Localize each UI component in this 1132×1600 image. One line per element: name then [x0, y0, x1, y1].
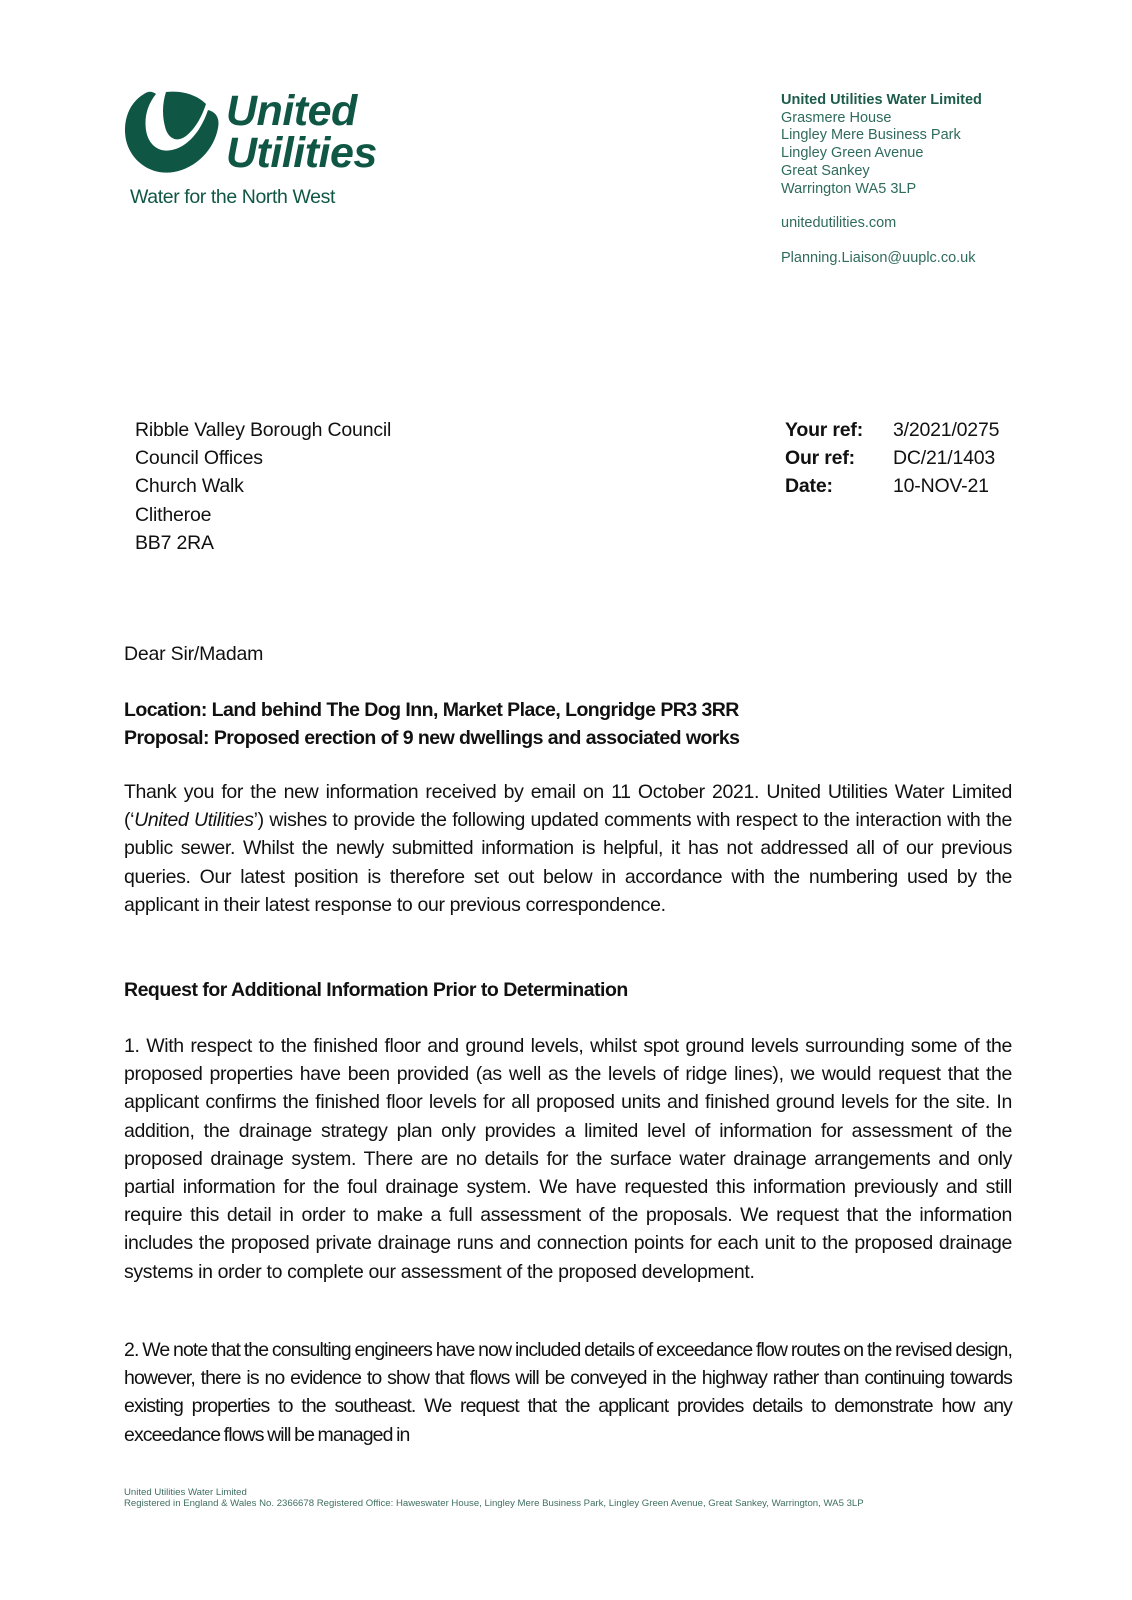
united-utilities-u-icon: [122, 88, 222, 176]
sender-address-line: Warrington WA5 3LP: [781, 180, 917, 197]
point-1-paragraph: 1. With respect to the finished floor and ground levels, whilst spot ground levels surrounding some of the proposed properties have been provided (as well as the levels of ridge lines), we would request that the applicant confirms the finished floor levels for all proposed units and finished ground levels for the site. In addition, the drainage strategy plan only provides a limited level of information for assessment of the proposed drainage system. There are no details for the surface water drainage arrangements and only partial information for the foul drainage system. We have requested this information previously and still require this detail in order to make a full assessment of the proposals. We request that the information includes the proposed private drainage runs and connection points for each unit to the proposed drainage systems in order to complete our assessment of the proposed development.: [124, 1035, 1012, 1283]
your-ref-label: Your ref:: [785, 419, 864, 441]
recipient-line: BB7 2RA: [135, 531, 214, 554]
recipient-line: Council Offices: [135, 447, 263, 470]
sender-address-block: [781, 92, 982, 268]
our-ref-value: DC/21/1403: [893, 447, 996, 470]
footer-company: United Utilities Water Limited: [124, 1487, 247, 1498]
location-line: Location: Land behind The Dog Inn, Market Place, Longridge PR3 3RR: [124, 699, 739, 721]
recipient-line: Church Walk: [135, 475, 244, 498]
recipient-address-block: [135, 416, 391, 557]
footer-registration: Registered in England & Wales No. 2366678 Registered Office: Haweswater House, Lingley Mere Business Park, Lingley Green Avenue, Great Sankey, Warrington, WA5 3LP: [124, 1498, 864, 1509]
page-footer: [124, 1487, 864, 1509]
intro-text-part2: ’) wishes to provide the following updated comments with respect to the interaction with the public sewer. Whilst the newly submitted information is helpful, it has not addressed all of our previous queries. Our latest position is therefore set out below in accordance with the numbering used by the applicant in their latest response to our previous correspondence.: [124, 809, 1012, 916]
sender-email-link[interactable]: Planning.Liaison@uuplc.co.uk: [781, 249, 976, 266]
sender-org-name: United Utilities Water Limited: [781, 92, 982, 108]
your-ref-value: 3/2021/0275: [893, 419, 1000, 441]
intro-text-part1: Thank you for the new information received by email on 11 October 2021. United Utilities Water Limited (‘: [124, 781, 1012, 832]
our-ref-row: [785, 444, 999, 472]
logo-word-united: United: [226, 87, 357, 135]
sender-address-line: Lingley Mere Business Park: [781, 127, 961, 144]
your-ref-row: [785, 416, 999, 444]
section-heading: Request for Additional Information Prior to Determination: [124, 979, 628, 1001]
sender-address-line: Grasmere House: [781, 109, 892, 126]
company-logo: [122, 88, 382, 213]
date-row: [785, 472, 999, 500]
sender-website-link[interactable]: unitedutilities.com: [781, 215, 897, 232]
date-label: Date:: [785, 475, 833, 498]
point-2-paragraph: 2. We note that the consulting engineers have now included details of exceedance flow routes on the revised design, however, there is no evidence to show that flows will be conveyed in the highway rather than continuing towards existing properties to the southeast. We request that the applicant provides details to demonstrate how any exceedance flows will be managed in: [124, 1339, 1012, 1446]
logo-tagline: Water for the North West: [130, 186, 335, 208]
reference-block: [785, 416, 999, 501]
intro-text-italic: United Utilities: [134, 809, 254, 832]
our-ref-label: Our ref:: [785, 447, 855, 470]
salutation: Dear Sir/Madam: [124, 643, 264, 665]
sender-address-line: Great Sankey: [781, 162, 870, 179]
intro-paragraph: [124, 778, 1012, 919]
sender-address-line: Lingley Green Avenue: [781, 145, 924, 162]
date-value: 10-NOV-21: [893, 475, 989, 498]
recipient-line: Clitheroe: [135, 503, 212, 526]
logo-word-utilities: Utilities: [226, 129, 377, 177]
recipient-line: Ribble Valley Borough Council: [135, 419, 392, 441]
subject-block: [124, 696, 739, 752]
proposal-line: Proposal: Proposed erection of 9 new dwellings and associated works: [124, 727, 740, 750]
